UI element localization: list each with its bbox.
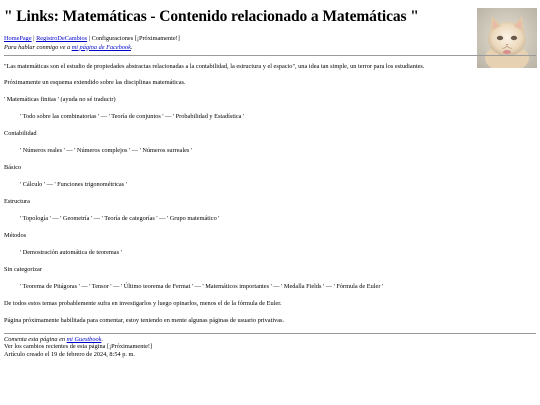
footer [4,336,536,359]
section-items: ' Cálculo ' — ' Funciones trigonométricas ' [20,180,127,188]
tagline [4,44,536,52]
divider-bottom [4,333,536,334]
nav-separator: | [31,35,37,42]
recent-changes-text: Ver los cambios recientes de esta página [¡Próximamente!] [4,343,153,351]
note-paragraph: Página próximamente habilitada para comentar, estoy teniendo en mente algunas páginas de usuario privativas. [4,316,285,324]
section-items: ' Teorema de Pitágoras ' — ' Tensor ' — ' Último teorema de Fermat ' — ' Matemáticos importantes ' — ' Medalla Fields ' — ' Fórmula de Euler ' [20,282,384,290]
tagline-end: . [130,43,133,51]
page-content [4,8,536,359]
section-items: ' Demostración automática de teoremas ' [20,248,122,256]
page-title: " Links: Matemáticas - Contenido relacionado a Matemáticas " [4,8,419,25]
section-heading: Estructura [4,197,30,205]
top-nav [4,35,536,44]
esquema-paragraph: Próximamente un esquema extendido sobre las disciplinas matemáticas. [4,78,186,86]
section-heading: Sin categorizar [4,265,42,273]
configuraciones-label: Configuraciones [¡Próximamente!] [91,35,180,42]
tagline-text: Para hablar conmigo ve a [4,43,72,51]
section-heading: ' Matemáticas finitas ' (ayuda no sé traducir) [4,95,116,103]
section-items: ' Topología ' — ' Geometría ' — ' Teoría de categorías ' — ' Grupo matemático ' [20,214,220,222]
guestbook-text: Comenta esta página en [4,335,67,343]
section-items: ' Todo sobre las combinatorias ' — ' Teoría de conjuntos ' — ' Probabilidad y Estadística ' [20,112,245,120]
facebook-link[interactable]: mi página de Facebook [71,43,131,51]
section-heading: Métodos [4,231,27,239]
section-items: ' Números reales ' — ' Números complejos ' — ' Números surreales ' [20,146,193,154]
note-paragraph: De todos estos temas probablemente sufra en investigarlos y luego opinarlos, menos el de la fórmula de Euler. [4,299,282,307]
guestbook-end: . [101,335,104,343]
nav-separator: | [87,35,92,42]
intro-paragraph: "Las matemáticas son el estudio de propiedades abstractas relacionadas a la contabilidad, la estructura y el espacio", una idea tan simple, un terror para los estudiantes. [4,62,425,70]
guestbook-line [4,336,536,344]
homepage-link[interactable]: HomePage [4,35,32,42]
section-heading: Básico [4,163,22,171]
section-heading: Contabilidad [4,129,37,137]
divider-top [4,55,536,56]
created-date: Artículo creado el 19 de febrero de 2024, 8:54 p. m. [4,351,135,359]
registro-de-cambios-link[interactable]: RegistroDeCambios [36,35,88,42]
guestbook-link[interactable]: mi Guestbook [66,335,102,343]
